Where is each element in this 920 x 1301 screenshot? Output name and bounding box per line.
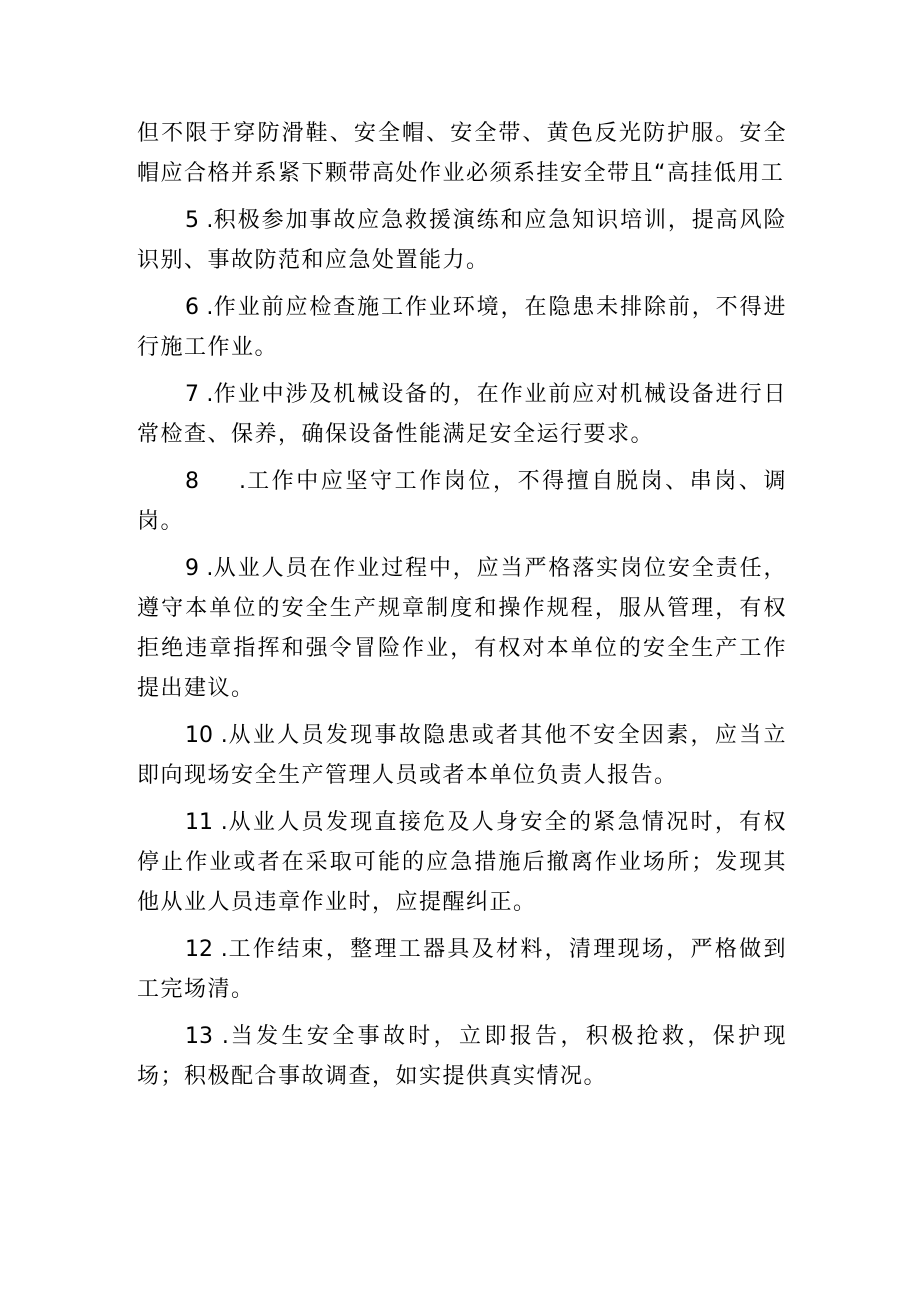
item-number: 12 <box>185 937 213 962</box>
paragraph-item-7 <box>137 375 787 455</box>
paragraph-item-10 <box>137 716 787 796</box>
document-body <box>137 114 787 1104</box>
paragraph-continuation <box>137 114 787 194</box>
item-number: 6 <box>185 295 199 320</box>
paragraph-text: 积极参加事故应急救援演练和应急知识培训，提高风险识别、事故防范和应急处置能力。 <box>137 208 787 273</box>
item-separator: . <box>213 723 228 748</box>
paragraph-text: 当发生安全事故时，立即报告，积极抢救，保护现场；积极配合事故调查，如实提供真实情况。 <box>137 1024 787 1089</box>
item-number: 9 <box>185 556 199 581</box>
paragraph-item-12 <box>137 930 787 1010</box>
item-number: 11 <box>185 810 213 835</box>
item-number: 7 <box>185 382 199 407</box>
item-separator: . <box>199 208 214 233</box>
paragraph-item-13 <box>137 1017 787 1097</box>
paragraph-text: 工作结束，整理工器具及材料，清理现场，严格做到工完场清。 <box>137 937 787 1002</box>
paragraph-text: 工作中应坚守工作岗位，不得擅自脱岗、串岗、调岗。 <box>137 469 787 534</box>
item-separator: . <box>199 295 214 320</box>
paragraph-item-6 <box>137 288 787 368</box>
item-separator: . <box>239 469 246 494</box>
paragraph-text: 从业人员发现直接危及人身安全的紧急情况时，有权停止作业或者在采取可能的应急措施后撤离作业场所；发现其他从业人员违章作业时，应提醒纠正。 <box>137 810 787 915</box>
paragraph-text: 从业人员在作业过程中，应当严格落实岗位安全责任，遵守本单位的安全生产规章制度和操作规程，服从管理，有权拒绝违章指挥和强令冒险作业，有权对本单位的安全生产工作提出建议。 <box>137 556 787 701</box>
paragraph-item-8 <box>137 462 787 542</box>
item-separator: . <box>199 382 214 407</box>
item-number: 13 <box>185 1024 213 1049</box>
paragraph-text: 但不限于穿防滑鞋、安全帽、安全带、黄色反光防护服。安全帽应合格并系紧下颗带高处作业必须系挂安全带且“高挂低用工 <box>137 121 787 186</box>
item-separator: . <box>213 937 228 962</box>
paragraph-text: 作业前应检查施工作业环境，在隐患未排除前，不得进行施工作业。 <box>137 295 787 360</box>
paragraph-item-5 <box>137 201 787 281</box>
item-number: 10 <box>185 723 213 748</box>
paragraph-text: 从业人员发现事故隐患或者其他不安全因素，应当立即向现场安全生产管理人员或者本单位负责人报告。 <box>137 723 787 788</box>
paragraph-item-9 <box>137 549 787 709</box>
paragraph-item-11 <box>137 803 787 923</box>
item-separator: . <box>199 556 214 581</box>
item-separator: . <box>213 810 228 835</box>
item-number: 5 <box>185 208 199 233</box>
item-number: 8 <box>185 469 199 494</box>
paragraph-text: 作业中涉及机械设备的，在作业前应对机械设备进行日常检查、保养，确保设备性能满足安全运行要求。 <box>137 382 787 447</box>
item-separator: . <box>213 1024 229 1049</box>
